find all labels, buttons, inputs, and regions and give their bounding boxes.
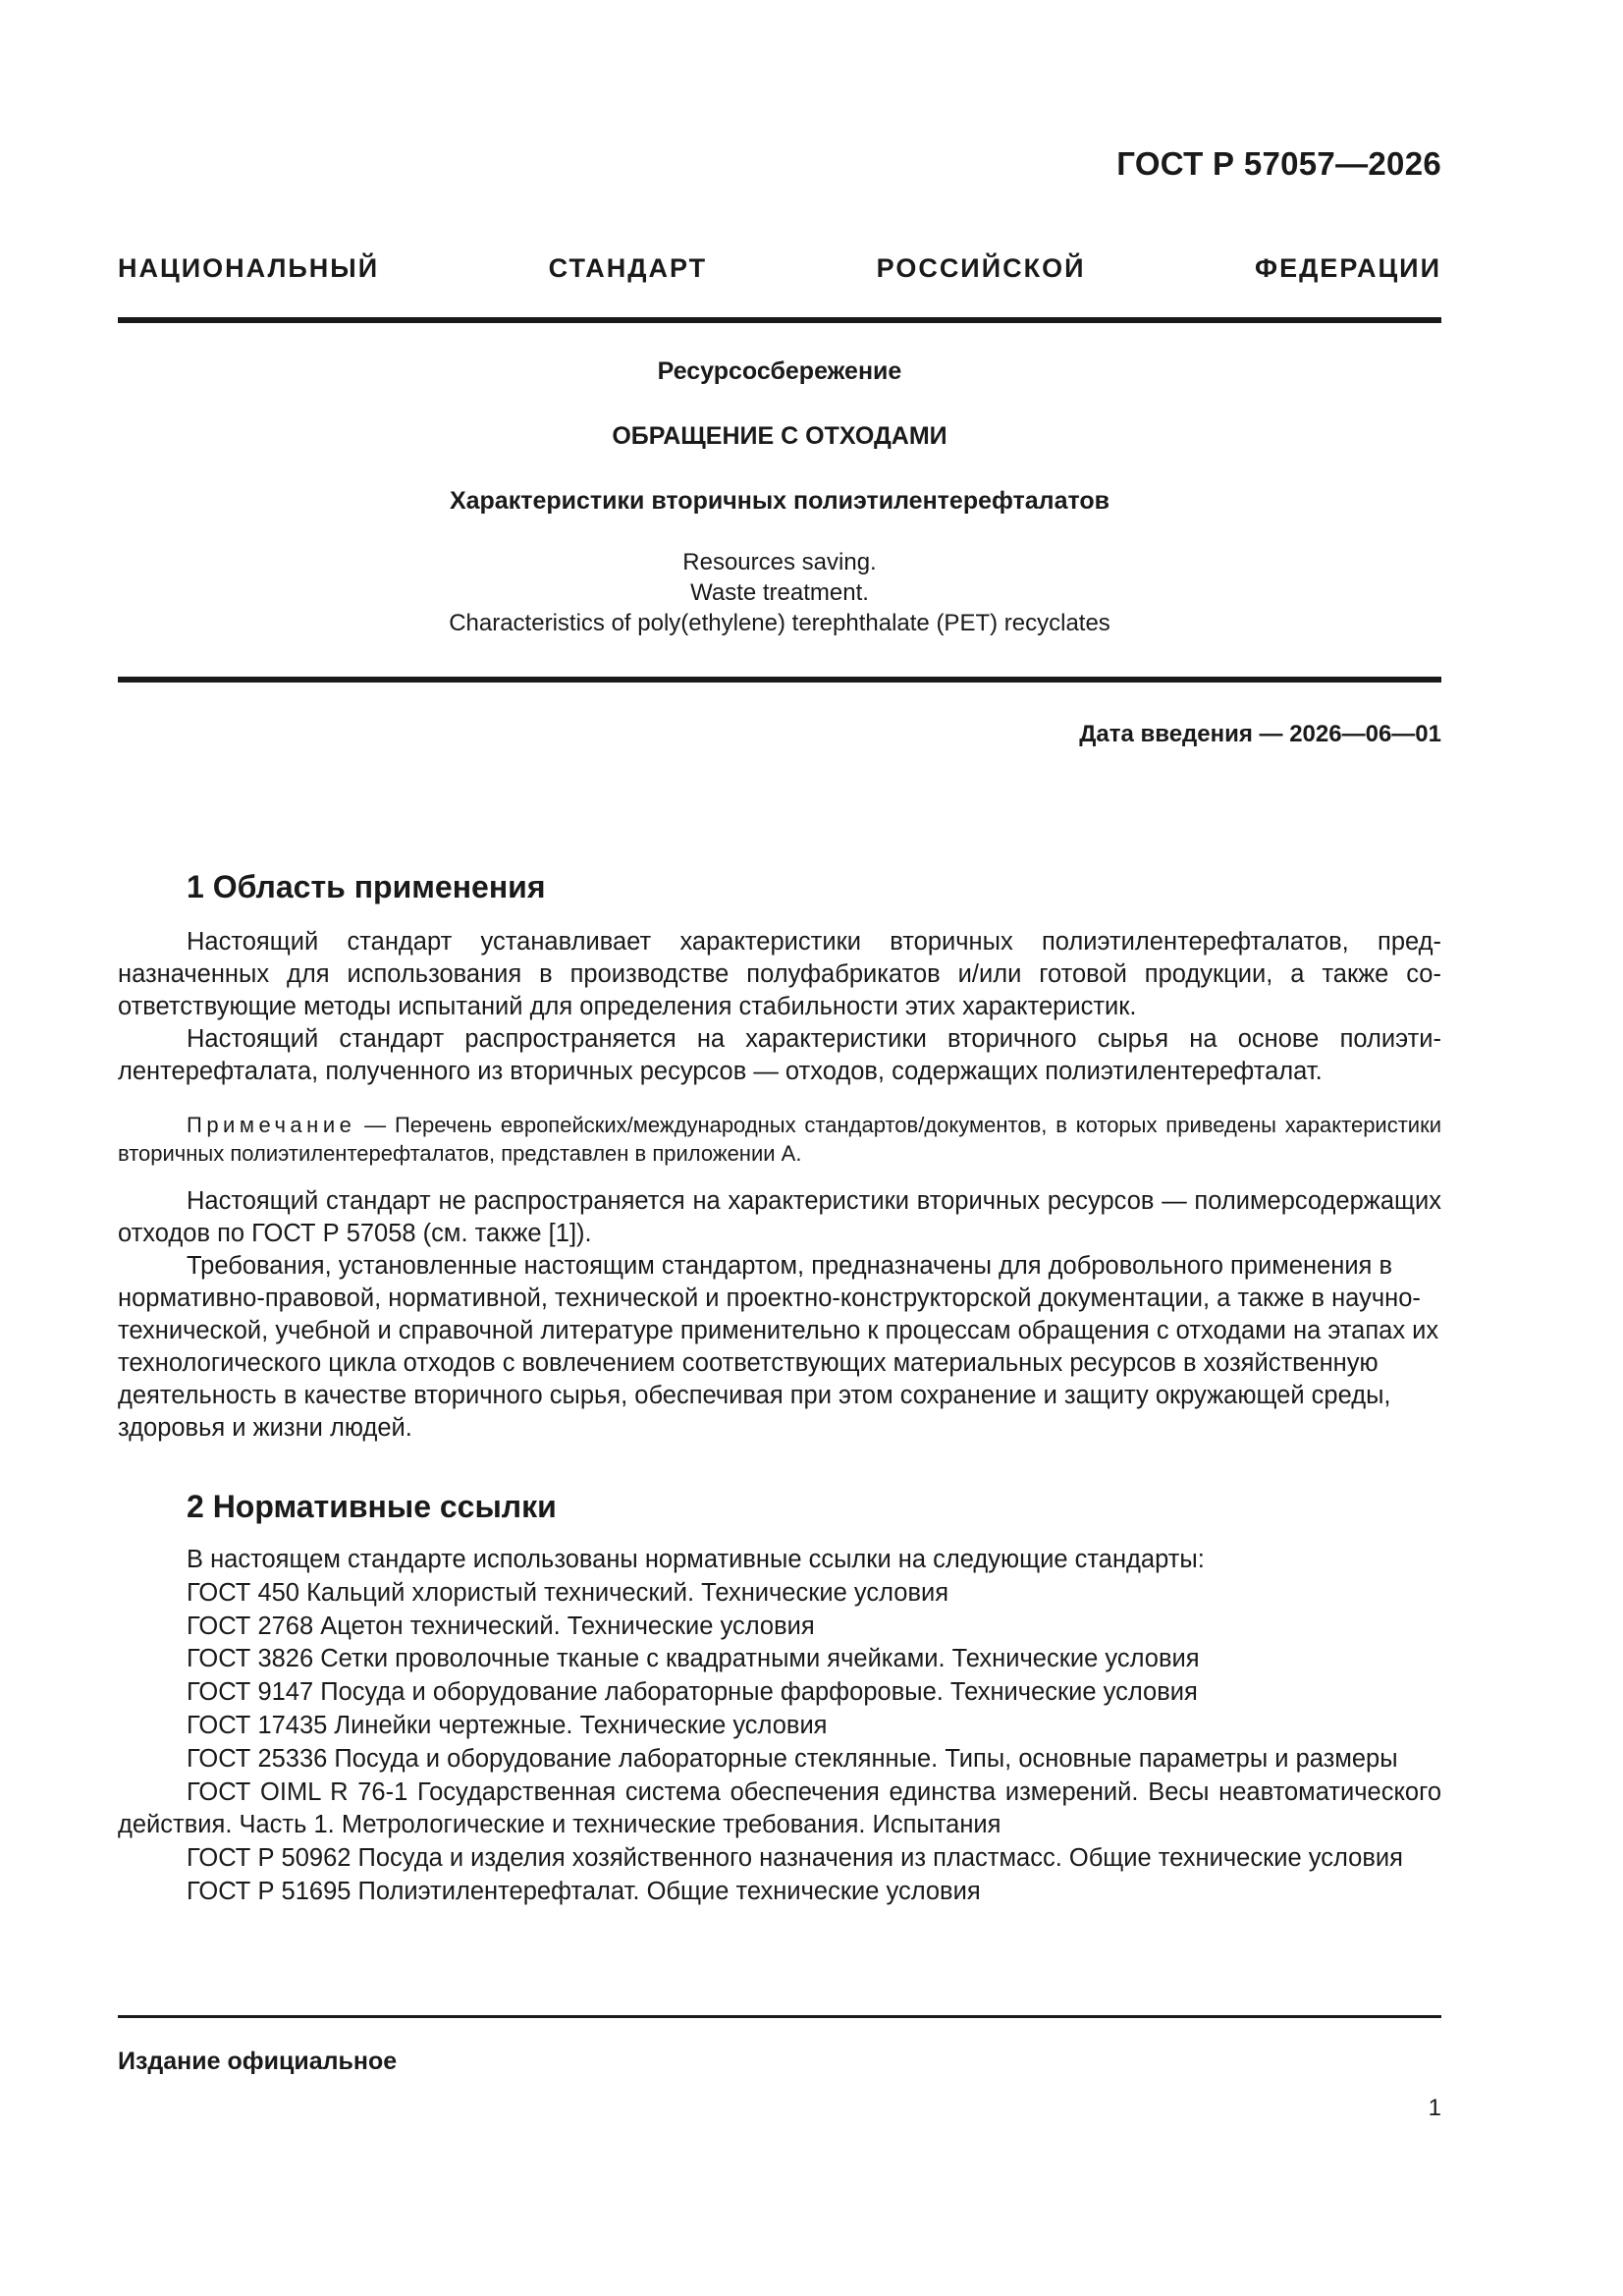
english-title-line-1: Resources saving. xyxy=(682,549,877,575)
divider-footer xyxy=(118,2015,1441,2018)
note-text: — Перечень европейских/международных стандартов/документов, в которых приведены характеристики вторичных полиэтилентерефталатов, представлен в приложении А. xyxy=(118,1113,1441,1166)
divider-top xyxy=(118,317,1441,323)
english-title-line-3: Characteristics of poly(ethylene) terephthalate (PET) recyclates xyxy=(449,610,1110,636)
reference-item: ГОСТ 25336 Посуда и оборудование лабораторные стеклянные. Типы, основные параметры и размеры xyxy=(187,1744,1398,1773)
gost-number: ГОСТ Р 57057—2026 xyxy=(1116,145,1441,182)
reference-item: ГОСТ Р 51695 Полиэтилентерефталат. Общие технические условия xyxy=(187,1877,981,1905)
paragraph: Настоящий стандарт распространяется на характеристики вторичного сырья на основе полиэтилентерефталата, полученного из вторичных ресурсов — отходов, содержащих полиэтилентерефталат. xyxy=(118,1025,1441,1085)
reference-item: ГОСТ OIML R 76-1 Государственная система обеспечения единства измерений. Весы неавтоматического действия. Часть 1. Метрологические и технические требования. Испытания xyxy=(118,1777,1441,1839)
reference-item: ГОСТ 450 Кальций хлористый технический. Технические условия xyxy=(187,1578,949,1607)
reference-item: ГОСТ 3826 Сетки проволочные тканые с квадратными ячейками. Технические условия xyxy=(187,1645,1200,1673)
title-line-3: Характеристики вторичных полиэтилентерефталатов xyxy=(449,487,1110,515)
page-number: 1 xyxy=(1428,2095,1441,2121)
reference-item: ГОСТ 2768 Ацетон технический. Технические условия xyxy=(187,1612,815,1640)
note xyxy=(118,1111,1441,1168)
section-1-body-a xyxy=(118,926,1441,1088)
english-title xyxy=(118,547,1441,638)
divider-title xyxy=(118,677,1441,683)
national-standard-heading: НАЦИОНАЛЬНЫЙ СТАНДАРТ РОССИЙСКОЙ ФЕДЕРАЦИИ xyxy=(118,253,1441,283)
english-title-line-2: Waste treatment. xyxy=(690,579,869,606)
section-1-body-b xyxy=(118,1185,1441,1445)
references-intro: В настоящем стандарте использованы нормативные ссылки на следующие стандарты: xyxy=(187,1546,1205,1573)
paragraph: Настоящий стандарт устанавливает характеристики вторичных полиэтилентерефталатов, предназначенных для использования в производстве полуфабрикатов и/или готовой продукции, а также соответствующие методы испытаний для определения стабильности этих характеристик. xyxy=(118,928,1441,1020)
references-list xyxy=(118,1544,1441,1909)
paragraph: Требования, установленные настоящим стандартом, предназначены для добровольного применения в нормативно-правовой, нормативной, технической и проектно-конструкторской документации, а также в научно-технической, учебной и справочной литературе применительно к процессам обращения с отходами на этапах их технологического цикла отходов с вовлечением соответствующих материальных ресурсов в хозяйственную деятельность в качестве вторичного сырья, обеспечивая при этом сохранение и защиту окружающей среды, здоровья и жизни людей. xyxy=(118,1252,1439,1442)
paragraph: Настоящий стандарт не распространяется на характеристики вторичных ресурсов — полимерсодержащих отходов по ГОСТ Р 57058 (см. также [1]). xyxy=(118,1187,1441,1247)
title-line-2: ОБРАЩЕНИЕ С ОТХОДАМИ xyxy=(612,422,947,450)
reference-item: ГОСТ 9147 Посуда и оборудование лабораторные фарфоровые. Технические условия xyxy=(187,1678,1198,1707)
section-2-title: 2 Нормативные ссылки xyxy=(187,1489,557,1524)
official-edition: Издание официальное xyxy=(118,2048,398,2075)
section-1-title: 1 Область применения xyxy=(187,869,546,904)
reference-item: ГОСТ 17435 Линейки чертежные. Технические условия xyxy=(187,1711,828,1739)
reference-item: ГОСТ Р 50962 Посуда и изделия хозяйственного назначения из пластмасс. Общие технические условия xyxy=(187,1844,1403,1873)
introduction-date: Дата введения — 2026—06—01 xyxy=(1079,721,1441,747)
note-label: Примечание xyxy=(187,1113,356,1137)
title-line-1: Ресурсосбережение xyxy=(657,357,902,385)
